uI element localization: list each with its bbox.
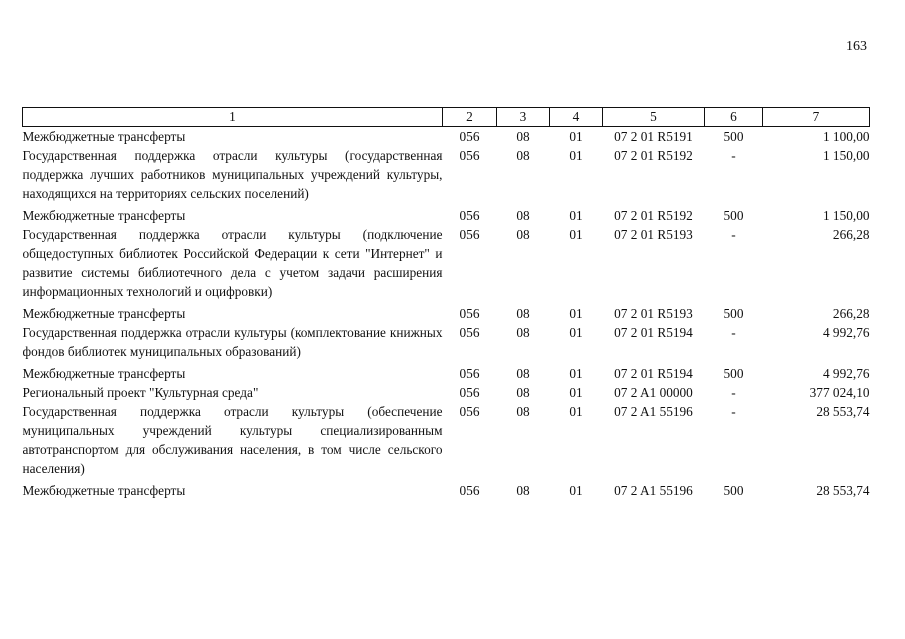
subsection-cell: 01 xyxy=(569,385,583,400)
section-cell: 08 xyxy=(516,227,530,242)
ved-cell: 056 xyxy=(459,227,480,242)
table-row xyxy=(23,361,870,383)
target-article-cell: 07 2 01 R5194 xyxy=(614,366,693,381)
ved-cell: 056 xyxy=(459,306,480,321)
row-name-cell: Государственная поддержка отрасли культуры (обеспечение муниципальных учреждений культуры специализированным автотранспортом для обслуживания населения, в том числе сельского населения) xyxy=(22,404,443,476)
table-row xyxy=(23,146,870,203)
subsection-cell: 01 xyxy=(569,227,583,242)
expense-type-cell: 500 xyxy=(723,483,744,498)
section-cell: 08 xyxy=(516,208,530,223)
target-article-cell: 07 2 01 R5192 xyxy=(614,148,693,163)
amount-cell: 1 150,00 xyxy=(822,148,870,163)
subsection-cell: 01 xyxy=(569,404,583,419)
amount-cell: 266,28 xyxy=(832,306,870,321)
row-name-cell: Межбюджетные трансферты xyxy=(22,129,186,144)
target-article-cell: 07 2 01 R5194 xyxy=(614,325,693,340)
ved-cell: 056 xyxy=(459,366,480,381)
ved-cell: 056 xyxy=(459,148,480,163)
ved-cell: 056 xyxy=(459,404,480,419)
expense-type-cell: 500 xyxy=(723,366,744,381)
column-header: 3 xyxy=(497,108,550,127)
section-cell: 08 xyxy=(516,404,530,419)
section-cell: 08 xyxy=(516,306,530,321)
expense-type-cell: 500 xyxy=(723,129,744,144)
row-name-cell: Государственная поддержка отрасли культуры (комплектование книжных фондов библиотек муниципальных образований) xyxy=(22,325,443,359)
target-article-cell: 07 2 01 R5191 xyxy=(614,129,693,144)
expense-type-cell: - xyxy=(731,325,736,340)
row-name-cell: Региональный проект "Культурная среда" xyxy=(22,385,259,400)
amount-cell: 28 553,74 xyxy=(816,404,870,419)
target-article-cell: 07 2 01 R5192 xyxy=(614,208,693,223)
amount-cell: 4 992,76 xyxy=(822,366,870,381)
table-row xyxy=(23,402,870,478)
table-row xyxy=(23,225,870,301)
section-cell: 08 xyxy=(516,483,530,498)
subsection-cell: 01 xyxy=(569,208,583,223)
subsection-cell: 01 xyxy=(569,129,583,144)
ved-cell: 056 xyxy=(459,385,480,400)
section-cell: 08 xyxy=(516,366,530,381)
column-header: 1 xyxy=(23,108,443,127)
row-name-cell: Государственная поддержка отрасли культуры (государственная поддержка лучших работников муниципальных учреждений культуры, находящихся на территориях сельских поселений) xyxy=(22,148,443,201)
amount-cell: 377 024,10 xyxy=(809,385,870,400)
column-header: 7 xyxy=(763,108,870,127)
target-article-cell: 07 2 A1 55196 xyxy=(614,404,693,419)
ved-cell: 056 xyxy=(459,208,480,223)
table-header-row xyxy=(23,108,870,127)
target-article-cell: 07 2 01 R5193 xyxy=(614,306,693,321)
table-row xyxy=(23,301,870,323)
amount-cell: 1 100,00 xyxy=(822,129,870,144)
subsection-cell: 01 xyxy=(569,366,583,381)
ved-cell: 056 xyxy=(459,483,480,498)
column-header: 4 xyxy=(550,108,603,127)
subsection-cell: 01 xyxy=(569,148,583,163)
row-name-cell: Межбюджетные трансферты xyxy=(22,208,186,223)
amount-cell: 1 150,00 xyxy=(822,208,870,223)
amount-cell: 4 992,76 xyxy=(822,325,870,340)
column-header: 2 xyxy=(443,108,497,127)
target-article-cell: 07 2 A1 00000 xyxy=(614,385,693,400)
target-article-cell: 07 2 01 R5193 xyxy=(614,227,693,242)
subsection-cell: 01 xyxy=(569,483,583,498)
ved-cell: 056 xyxy=(459,129,480,144)
table-row xyxy=(23,203,870,225)
table-row xyxy=(23,323,870,361)
row-name-cell: Межбюджетные трансферты xyxy=(22,483,186,498)
section-cell: 08 xyxy=(516,325,530,340)
section-cell: 08 xyxy=(516,385,530,400)
row-name-cell: Межбюджетные трансферты xyxy=(22,366,186,381)
column-header: 6 xyxy=(705,108,763,127)
expense-type-cell: - xyxy=(731,227,736,242)
expense-type-cell: 500 xyxy=(723,208,744,223)
section-cell: 08 xyxy=(516,129,530,144)
expense-type-cell: 500 xyxy=(723,306,744,321)
table-row xyxy=(23,383,870,402)
ved-cell: 056 xyxy=(459,325,480,340)
column-header: 5 xyxy=(603,108,705,127)
target-article-cell: 07 2 A1 55196 xyxy=(614,483,693,498)
section-cell: 08 xyxy=(516,148,530,163)
subsection-cell: 01 xyxy=(569,325,583,340)
row-name-cell: Государственная поддержка отрасли культуры (подключение общедоступных библиотек Российской Федерации к сети "Интернет" и развитие системы библиотечного дела с учетом задачи расширения информационных технологий и оцифровки) xyxy=(22,227,443,299)
amount-cell: 266,28 xyxy=(832,227,870,242)
row-name-cell: Межбюджетные трансферты xyxy=(22,306,186,321)
table-row xyxy=(23,478,870,500)
expense-type-cell: - xyxy=(731,385,736,400)
expense-type-cell: - xyxy=(731,404,736,419)
subsection-cell: 01 xyxy=(569,306,583,321)
table-row xyxy=(23,127,870,147)
amount-cell: 28 553,74 xyxy=(816,483,870,498)
budget-table xyxy=(22,107,870,500)
page-number: 163 xyxy=(846,39,867,54)
expense-type-cell: - xyxy=(731,148,736,163)
